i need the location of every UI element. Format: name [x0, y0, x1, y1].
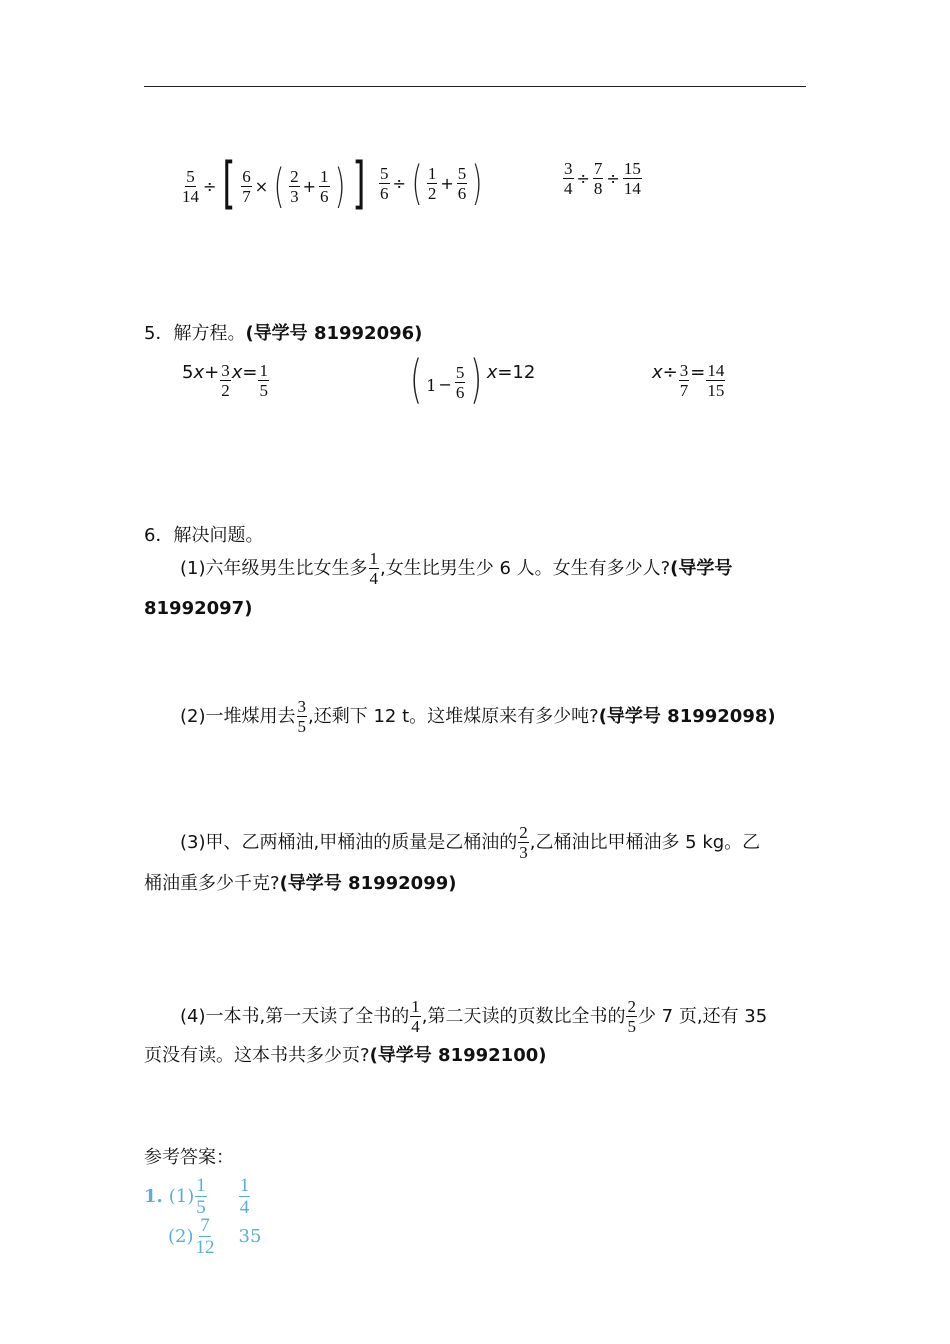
fraction: $\frac{1}{5}$ — [196, 1175, 206, 1218]
right-paren: ) — [334, 159, 345, 213]
right-paren: ) — [470, 350, 483, 410]
equation-1: 5 x + $\frac{3}{2}$ x = $\frac{1}{5}$ — [182, 361, 268, 400]
fraction: $\frac{1}{4}$ — [411, 997, 420, 1036]
calc-expression-1: $\frac{5}{14}$ ÷ [ $\frac{6}{7}$ × ( $\frac{2}{3}$ + $\frac{1}{6}$ ) ] — [182, 151, 366, 216]
problem-3: (3)甲、乙两桶油,甲桶油的质量是乙桶油的 $\frac{2}{3}$ ,乙桶油比甲桶油多 5 kg。乙 — [180, 823, 761, 862]
answer-1-row-1: 1. (1) $\frac{1}{5}$ $\frac{1}{4}$ — [144, 1175, 250, 1218]
left-bracket: [ — [222, 151, 236, 216]
fraction: $\frac{3}{4}$ — [564, 159, 573, 198]
header-rule — [144, 86, 806, 87]
fraction: $\frac{1}{4}$ — [239, 1175, 250, 1218]
problem-1-ref-continued: 81992097) — [144, 598, 253, 619]
calc-expression-2: $\frac{5}{6}$ ÷ ( $\frac{1}{2}$ + $\frac{5}{6}$ ) — [380, 156, 483, 210]
fraction: $\frac{7}{8}$ — [593, 159, 603, 198]
fraction: $\frac{14}{15}$ — [707, 361, 725, 400]
answer-1-row-2: (2) $\frac{7}{12}$ 35 — [168, 1215, 262, 1258]
left-paren: ( — [410, 350, 423, 410]
fraction: $\frac{15}{14}$ — [623, 159, 641, 198]
left-paren: ( — [411, 156, 423, 210]
fraction: $\frac{5}{6}$ — [457, 163, 467, 203]
right-paren: ) — [471, 156, 483, 210]
fraction: $\frac{2}{3}$ — [519, 823, 528, 862]
equation-2: ( 1 − $\frac{5}{6}$ ) x =12 — [410, 350, 536, 410]
q6-heading: 6．解决问题。 — [144, 525, 264, 546]
q5-heading: 5．解方程。(导学号 81992096) — [144, 323, 423, 344]
fraction: $\frac{1}{5}$ — [259, 361, 268, 400]
fraction: $\frac{1}{2}$ — [427, 163, 437, 203]
fraction: $\frac{1}{4}$ — [369, 549, 378, 588]
fraction: $\frac{5}{14}$ — [182, 166, 199, 206]
fraction: $\frac{7}{12}$ — [195, 1215, 215, 1258]
fraction: $\frac{3}{7}$ — [679, 361, 689, 400]
calc-expression-3: $\frac{3}{4}$ ÷ $\frac{7}{8}$ ÷ $\frac{15}{14}$ — [564, 159, 641, 198]
right-bracket: ] — [352, 151, 366, 216]
problem-4: (4)一本书,第一天读了全书的 $\frac{1}{4}$ ,第二天读的页数比全书的 $\frac{2}{5}$ 少 7 页,还有 35 — [180, 997, 768, 1036]
fraction: $\frac{1}{6}$ — [320, 166, 329, 206]
fraction: $\frac{3}{2}$ — [221, 361, 230, 400]
equation-3: x ÷ $\frac{3}{7}$ = $\frac{14}{15}$ — [652, 361, 725, 400]
answers-title: 参考答案： — [144, 1147, 234, 1168]
fraction: $\frac{6}{7}$ — [242, 166, 251, 206]
fraction: $\frac{5}{6}$ — [455, 363, 465, 402]
problem-1: (1)六年级男生比女生多 $\frac{1}{4}$ ,女生比男生少 6 人。女生有多少人? (导学号 — [180, 549, 733, 588]
fraction: $\frac{2}{5}$ — [627, 997, 636, 1036]
problem-2: (2)一堆煤用去 $\frac{3}{5}$ ,还剩下 12 t。这堆煤原来有多少吨? (导学号 81992098) — [180, 697, 776, 736]
fraction: $\frac{5}{6}$ — [380, 163, 389, 203]
left-paren: ( — [273, 159, 285, 213]
fraction: $\frac{3}{5}$ — [297, 697, 306, 736]
problem-4-line-2: 页没有读。这本书共多少页?(导学号 81992100) — [144, 1045, 547, 1066]
problem-3-line-2: 桶油重多少千克?(导学号 81992099) — [144, 873, 457, 894]
fraction: $\frac{2}{3}$ — [290, 166, 299, 206]
